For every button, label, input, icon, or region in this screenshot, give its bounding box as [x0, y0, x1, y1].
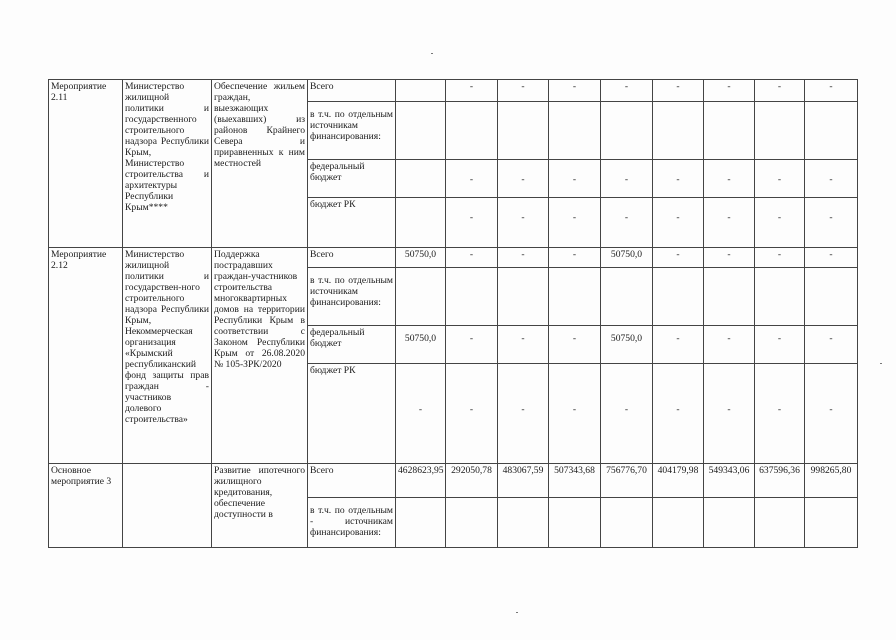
- source-label-cell: Всего: [308, 248, 396, 268]
- source-label-cell: федеральный бюджет: [308, 160, 396, 198]
- value-cell: -: [704, 80, 755, 102]
- source-label-cell: в т.ч. по отдельным - источникам финансирования:: [308, 498, 396, 548]
- value-cell: -: [446, 364, 498, 464]
- measure-cell: Мероприятие 2.11: [49, 80, 123, 248]
- value-cell: -: [549, 160, 601, 198]
- value-cell: -: [755, 198, 805, 248]
- value-cell: -: [805, 326, 858, 364]
- value-cell: [653, 102, 704, 160]
- value-cell: [755, 498, 805, 548]
- value-cell: 50750,0: [601, 248, 653, 268]
- value-cell: [498, 102, 549, 160]
- value-cell: [498, 498, 549, 548]
- value-cell: [549, 498, 601, 548]
- value-cell: -: [653, 80, 704, 102]
- value-cell: -: [549, 80, 601, 102]
- value-cell: -: [704, 198, 755, 248]
- source-label-cell: в т.ч. по отдельным источникам финансирования:: [308, 102, 396, 160]
- value-cell: -: [755, 160, 805, 198]
- value-cell: -: [498, 198, 549, 248]
- value-cell: 637596,36: [755, 464, 805, 498]
- source-label-cell: Всего: [308, 464, 396, 498]
- value-cell: [704, 102, 755, 160]
- value-cell: [396, 102, 446, 160]
- value-cell: [549, 102, 601, 160]
- value-cell: [755, 102, 805, 160]
- value-cell: [446, 268, 498, 326]
- value-cell: -: [755, 248, 805, 268]
- description-cell: Обеспечение жильем граждан, выезжающих (выехавших) из районов Крайнего Севера и приравненных к ним местностей: [212, 80, 308, 248]
- value-cell: -: [446, 80, 498, 102]
- value-cell: [446, 102, 498, 160]
- value-cell: [601, 498, 653, 548]
- value-cell: -: [498, 326, 549, 364]
- table-row: [49, 464, 858, 498]
- value-cell: [549, 268, 601, 326]
- value-cell: -: [498, 248, 549, 268]
- description-cell: Поддержка пострадавших граждан-участников строительства многоквартирных домов на территории Республики Крым в соответствии с Законом Республики Крым от 26.08.2020 № 105-ЗРК/2020: [212, 248, 308, 464]
- measure-cell: Основное мероприятие 3: [49, 464, 123, 548]
- scan-speck: [880, 363, 882, 364]
- value-cell: -: [653, 326, 704, 364]
- value-cell: -: [755, 326, 805, 364]
- value-cell: -: [704, 364, 755, 464]
- value-cell: 50750,0: [601, 326, 653, 364]
- value-cell: -: [653, 160, 704, 198]
- value-cell: -: [805, 160, 858, 198]
- source-label-cell: Всего: [308, 80, 396, 102]
- value-cell: -: [805, 198, 858, 248]
- value-cell: -: [601, 160, 653, 198]
- value-cell: -: [653, 198, 704, 248]
- value-cell: -: [805, 248, 858, 268]
- description-cell: Развитие ипотечного жилищного кредитования, обеспечение доступности в: [212, 464, 308, 548]
- value-cell: [396, 160, 446, 198]
- value-cell: [805, 268, 858, 326]
- value-cell: -: [755, 80, 805, 102]
- value-cell: -: [601, 198, 653, 248]
- value-cell: [446, 498, 498, 548]
- value-cell: -: [805, 80, 858, 102]
- value-cell: -: [498, 160, 549, 198]
- table-row: [49, 248, 858, 268]
- value-cell: [805, 102, 858, 160]
- table-row: [49, 80, 858, 102]
- value-cell: -: [549, 364, 601, 464]
- value-cell: -: [549, 326, 601, 364]
- value-cell: [396, 268, 446, 326]
- value-cell: -: [601, 80, 653, 102]
- value-cell: [396, 80, 446, 102]
- value-cell: -: [446, 198, 498, 248]
- value-cell: -: [549, 198, 601, 248]
- value-cell: -: [805, 364, 858, 464]
- value-cell: 50750,0: [396, 326, 446, 364]
- value-cell: -: [601, 364, 653, 464]
- source-label-cell: бюджет РК: [308, 364, 396, 464]
- value-cell: [805, 498, 858, 548]
- value-cell: [601, 268, 653, 326]
- value-cell: 998265,80: [805, 464, 858, 498]
- value-cell: 292050,78: [446, 464, 498, 498]
- value-cell: [498, 268, 549, 326]
- value-cell: 4628623,95: [396, 464, 446, 498]
- value-cell: -: [396, 364, 446, 464]
- value-cell: [601, 102, 653, 160]
- value-cell: [396, 498, 446, 548]
- value-cell: -: [653, 248, 704, 268]
- value-cell: 483067,59: [498, 464, 549, 498]
- scan-speck: [516, 612, 518, 613]
- source-label-cell: в т.ч. по отдельным источникам финансирования:: [308, 268, 396, 326]
- value-cell: [704, 498, 755, 548]
- executor-cell: Министерство жилищной политики и государствен-ного строительного надзора Республики Крым, Некоммерческая организация «Крымский республиканский фонд защиты прав граждан - участников долевого строительства»: [123, 248, 212, 464]
- value-cell: 756776,70: [601, 464, 653, 498]
- value-cell: -: [653, 364, 704, 464]
- value-cell: [755, 268, 805, 326]
- value-cell: -: [704, 248, 755, 268]
- value-cell: 50750,0: [396, 248, 446, 268]
- value-cell: [704, 268, 755, 326]
- value-cell: -: [704, 326, 755, 364]
- value-cell: [653, 268, 704, 326]
- value-cell: [653, 498, 704, 548]
- value-cell: -: [498, 80, 549, 102]
- value-cell: -: [549, 248, 601, 268]
- source-label-cell: федеральный бюджет: [308, 326, 396, 364]
- scan-speck: [431, 53, 433, 54]
- value-cell: -: [446, 326, 498, 364]
- table-body: [49, 80, 858, 548]
- value-cell: 507343,68: [549, 464, 601, 498]
- value-cell: -: [498, 364, 549, 464]
- measure-cell: Мероприятие 2.12: [49, 248, 123, 464]
- value-cell: -: [755, 364, 805, 464]
- value-cell: -: [446, 248, 498, 268]
- financing-table: [48, 79, 858, 548]
- value-cell: [396, 198, 446, 248]
- executor-cell: [123, 464, 212, 548]
- value-cell: 549343,06: [704, 464, 755, 498]
- value-cell: -: [704, 160, 755, 198]
- value-cell: 404179,98: [653, 464, 704, 498]
- value-cell: -: [446, 160, 498, 198]
- executor-cell: Министерство жилищной политики и государственного строительного надзора Республики Крым, Министерство строительства и архитектуры Республики Крым****: [123, 80, 212, 248]
- source-label-cell: бюджет РК: [308, 198, 396, 248]
